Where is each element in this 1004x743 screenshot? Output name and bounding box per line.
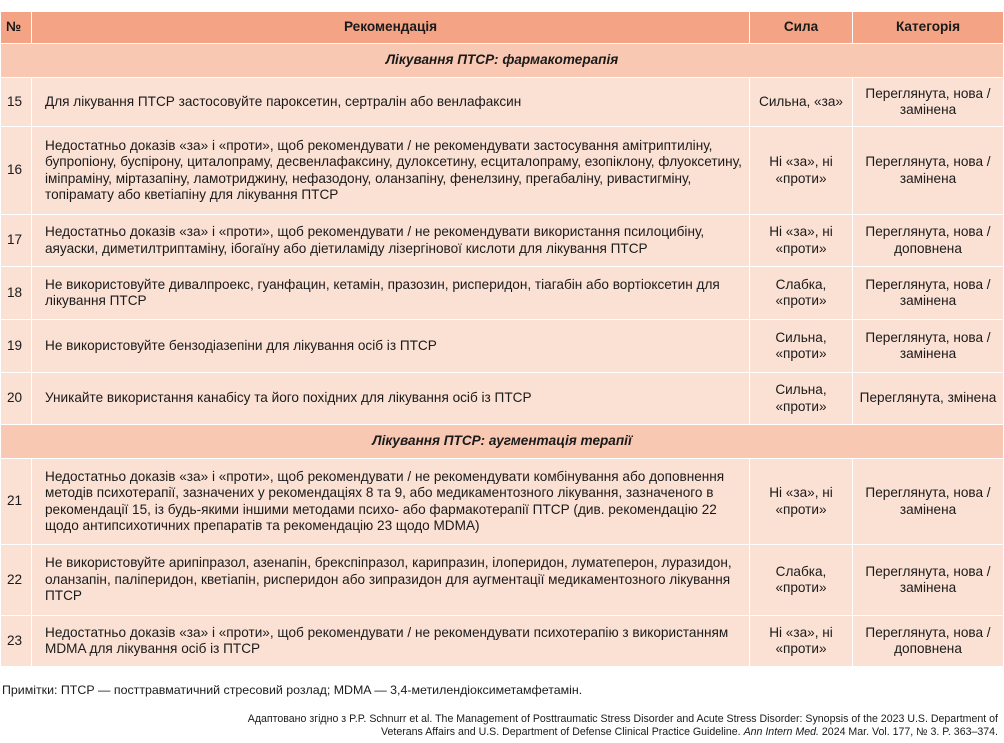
table-row <box>1 127 1004 215</box>
row-category: Переглянута, нова / замінена <box>853 320 1004 373</box>
header-num: № <box>1 12 32 44</box>
row-recommendation: Недостатньо доказів «за» і «проти», щоб рекомендувати / не рекомендувати психотерапію з використанням MDMA для лікування осіб із ПТСР <box>32 616 750 667</box>
table-row <box>1 545 1004 616</box>
table-row <box>1 78 1004 127</box>
table-header-row <box>1 12 1004 44</box>
row-strength: Слабка, «проти» <box>750 267 853 320</box>
row-num: 20 <box>1 373 32 425</box>
header-recommendation: Рекомендація <box>32 12 750 44</box>
row-recommendation: Недостатньо доказів «за» і «проти», щоб рекомендувати / не рекомендувати використання псилоцибіну, аяуаски, диметилтриптаміну, ібогаїну або діетиламіду лізергінової кислоти для лікування ПТСР <box>32 215 750 267</box>
row-recommendation: Недостатньо доказів «за» і «проти», щоб рекомендувати / не рекомендувати застосування амітриптиліну, бупропіону, буспірону, циталопраму, десвенлафаксину, дулоксетину, есциталопраму, езопіклону, флуоксетину, іміпраміну, міртазапіну, ламотриджину, нефазодону, оланзапіну, фенелзину, прегабаліну, ривастигміну, топірамату або кветіапіну для лікування ПТСР <box>32 127 750 215</box>
row-category: Переглянута, нова / замінена <box>853 78 1004 127</box>
row-num: 19 <box>1 320 32 373</box>
section-title: Лікування ПТСР: фармакотерапія <box>1 44 1004 78</box>
row-num: 16 <box>1 127 32 215</box>
source-prefix: Адаптовано згідно з P.P. Schnurr et al. The Management of Posttraumatic Stress Disorder and Acute Stress Disorder: Synopsis of the 2023 U.S. Department of Veterans Affairs and U.S. Department of Defense Clinical Practice Guideline. <box>247 713 998 738</box>
row-category: Переглянута, нова / доповнена <box>853 215 1004 267</box>
row-recommendation: Не використовуйте бензодіазепіни для лікування осіб із ПТСР <box>32 320 750 373</box>
row-recommendation: Недостатньо доказів «за» і «проти», щоб рекомендувати / не рекомендувати комбінування або доповнення методів психотерапії, зазначених у рекомендаціях 8 та 9, або медикаментозного лікування, зазначеного в рекомендації 15, із будь-якими іншими методами психо- або фармакотерапії ПТСР (див. рекомендацію 22 щодо антипсихотичних препаратів та рекомендацію 23 щодо MDMA) <box>32 459 750 545</box>
row-recommendation: Для лікування ПТСР застосовуйте пароксетин, сертралін або венлафаксин <box>32 78 750 127</box>
section-title: Лікування ПТСР: аугментація терапії <box>1 425 1004 459</box>
table-row <box>1 459 1004 545</box>
header-category: Категорія <box>853 12 1004 44</box>
row-num: 18 <box>1 267 32 320</box>
table-row <box>1 373 1004 425</box>
row-num: 23 <box>1 616 32 667</box>
row-num: 17 <box>1 215 32 267</box>
row-category: Переглянута, нова / доповнена <box>853 616 1004 667</box>
row-num: 22 <box>1 545 32 616</box>
table-row <box>1 215 1004 267</box>
source-suffix: 2024 Mar. Vol. 177, № 3. P. 363–374. <box>821 726 998 738</box>
row-strength: Ні «за», ні «проти» <box>750 616 853 667</box>
row-recommendation: Не використовуйте дивалпроекс, гуанфацин, кетамін, празозин, рисперидон, тіагабін або вортіоксетин для лікування ПТСР <box>32 267 750 320</box>
table-row <box>1 320 1004 373</box>
row-strength: Слабка, «проти» <box>750 545 853 616</box>
row-strength: Сильна, «за» <box>750 78 853 127</box>
section-row <box>1 425 1004 459</box>
row-num: 21 <box>1 459 32 545</box>
header-strength: Сила <box>750 12 853 44</box>
row-recommendation: Уникайте використання канабісу та його похідних для лікування осіб із ПТСР <box>32 373 750 425</box>
row-strength: Ні «за», ні «проти» <box>750 459 853 545</box>
source-citation <box>218 713 998 739</box>
row-num: 15 <box>1 78 32 127</box>
row-category: Переглянута, нова / замінена <box>853 545 1004 616</box>
row-strength: Ні «за», ні «проти» <box>750 215 853 267</box>
row-strength: Ні «за», ні «проти» <box>750 127 853 215</box>
row-strength: Сильна, «проти» <box>750 373 853 425</box>
section-row <box>1 44 1004 78</box>
row-recommendation: Не використовуйте арипіпразол, азенапін, брекспіпразол, карипразин, ілоперидон, луматеперон, луразидон, оланзапін, паліперидон, кветіапін, рисперидон або зипразидон для аугментації медикаментозного лікування ПТСР <box>32 545 750 616</box>
recommendations-table <box>0 11 1004 667</box>
table-row <box>1 267 1004 320</box>
table-row <box>1 616 1004 667</box>
row-category: Переглянута, нова / замінена <box>853 127 1004 215</box>
table-notes: Примітки: ПТСР — посттравматичний стресовий розлад; MDMA — 3,4-метилендіоксиметамфетамін. <box>2 683 583 697</box>
row-strength: Сильна, «проти» <box>750 320 853 373</box>
source-journal: Ann Intern Med. <box>743 726 819 738</box>
row-category: Переглянута, змінена <box>853 373 1004 425</box>
row-category: Переглянута, нова / замінена <box>853 267 1004 320</box>
row-category: Переглянута, нова / замінена <box>853 459 1004 545</box>
